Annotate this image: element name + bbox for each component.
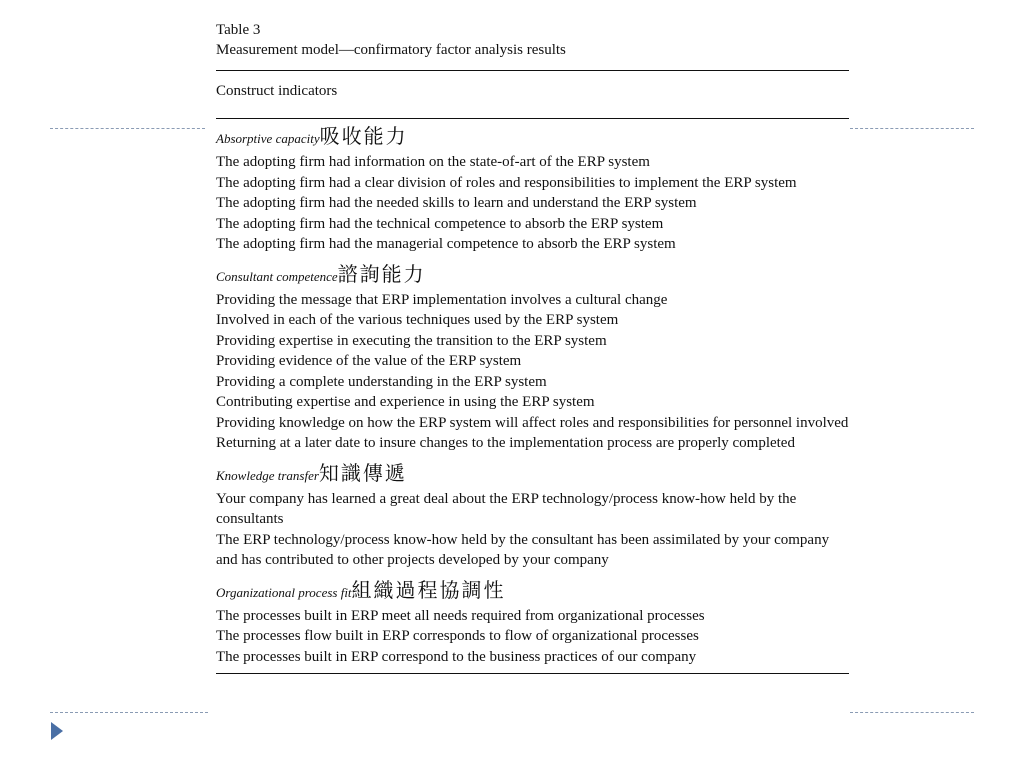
triangle-bullet-icon [51, 722, 63, 740]
dashed-guide-line [850, 128, 974, 129]
table-body [216, 123, 849, 667]
construct-chinese-name: 吸收能力 [319, 124, 408, 148]
construct-section [216, 577, 849, 668]
indicator-item: The adopting firm had the managerial competence to absorb the ERP system [216, 236, 676, 252]
dashed-guide-line [50, 712, 208, 713]
construct-name: Organizational process fit [216, 584, 352, 600]
construct-section [216, 123, 849, 255]
indicator-item: The adopting firm had the technical competence to absorb the ERP system [216, 215, 664, 232]
construct-name: Knowledge transfer [216, 467, 319, 483]
construct-section [216, 261, 849, 454]
indicator-item: Providing a complete understanding in the ERP system [216, 373, 547, 390]
dashed-guide-line [50, 128, 205, 129]
bottom-rule [216, 673, 849, 674]
indicator-item: The processes built in ERP meet all needs required from organizational processes [216, 607, 705, 624]
construct-name: Consultant competence [216, 268, 338, 284]
construct-heading [216, 261, 849, 290]
table [216, 20, 849, 674]
indicator-item: The processes flow built in ERP corresponds to flow of organizational processes [216, 628, 699, 644]
construct-heading [216, 123, 849, 152]
dashed-guide-line [850, 712, 974, 713]
indicator-item: The adopting firm had information on the state-of-art of the ERP system [216, 154, 650, 170]
indicator-item: The adopting firm had the needed skills to learn and understand the ERP system [216, 195, 697, 211]
construct-heading [216, 577, 849, 606]
construct-name: Absorptive capacity [216, 131, 320, 146]
indicator-item: Providing expertise in executing the transition to the ERP system [216, 332, 607, 349]
table-title: Measurement model—confirmatory factor analysis results [216, 42, 566, 58]
indicator-item: Involved in each of the various techniques used by the ERP system [216, 312, 619, 328]
indicator-item: Your company has learned a great deal about the ERP technology/process know-how held by the consultants [216, 490, 797, 527]
construct-section [216, 460, 849, 571]
indicator-item: Providing knowledge on how the ERP system will affect roles and responsibilities for personnel involved [216, 414, 849, 431]
indicator-item: The adopting firm had a clear division of roles and responsibilities to implement the ERP system [216, 174, 797, 191]
indicator-item: Providing evidence of the value of the ERP system [216, 353, 522, 369]
indicator-item: Contributing expertise and experience in using the ERP system [216, 394, 595, 410]
indicator-item: The ERP technology/process know-how held by the consultant has been assimilated by your company and has contributed to other projects developed by your company [216, 531, 830, 568]
construct-chinese-name: 諮詢能力 [337, 261, 426, 286]
header-rule [216, 118, 849, 119]
indicator-item: Returning at a later date to insure changes to the implementation process are properly completed [216, 435, 795, 451]
construct-heading [216, 460, 849, 489]
construct-chinese-name: 知識傳遞 [318, 460, 407, 485]
construct-chinese-name: 組織過程協調性 [351, 577, 506, 602]
indicator-item: The processes built in ERP correspond to the business practices of our company [216, 648, 697, 665]
column-header: Construct indicators [216, 83, 338, 99]
table-label: Table 3 [216, 22, 261, 38]
indicator-item: Providing the message that ERP implementation involves a cultural change [216, 291, 668, 308]
